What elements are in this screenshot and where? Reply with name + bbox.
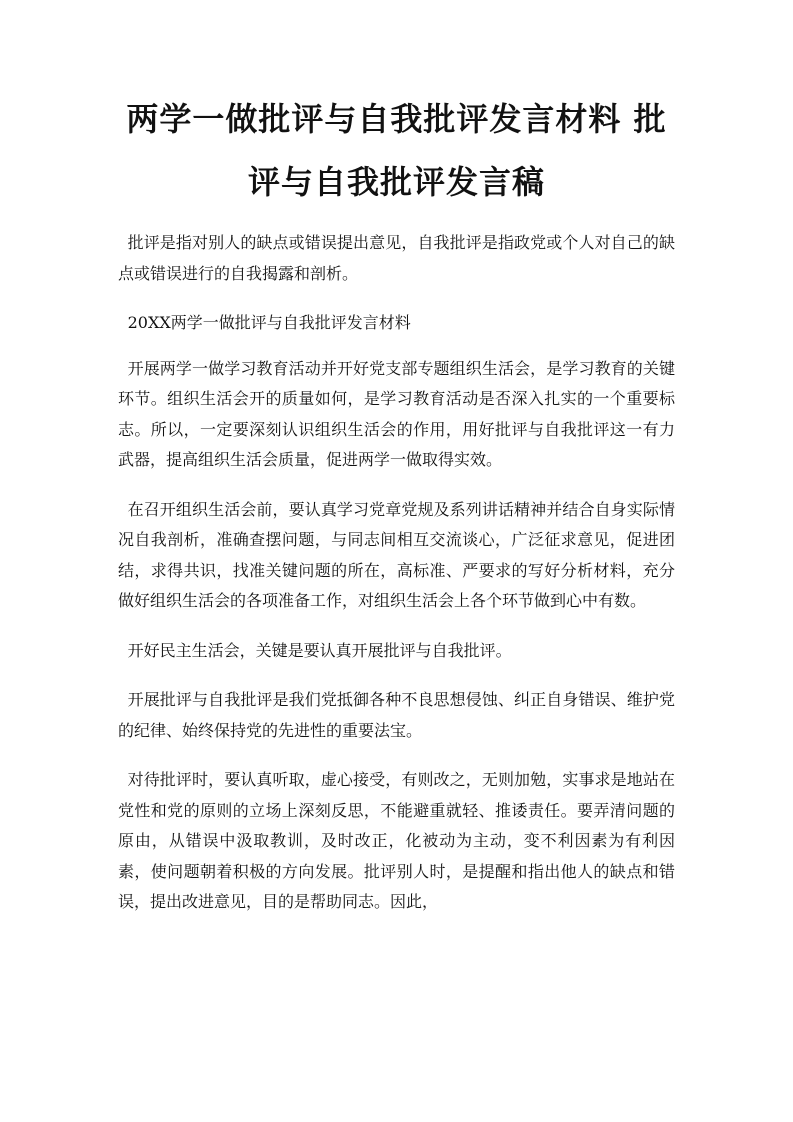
document-body	[118, 228, 675, 937]
paragraph-importance: 开展批评与自我批评是我们党抵御各种不良思想侵蚀、纠正自身错误、维护党的纪律、始终保持党的先进性的重要法宝。	[118, 690, 675, 740]
paragraph-activity: 开展两学一做学习教育活动并开好党支部专题组织生活会，是学习教育的关键环节。组织生活会开的质量如何，是学习教育活动是否深入扎实的一个重要标志。所以，一定要深刻认识组织生活会的作用，用好批评与自我批评这一有力武器，提高组织生活会质量，促进两学一做取得实效。	[118, 358, 675, 469]
document-title: 两学一做批评与自我批评发言材料 批评与自我批评发言稿	[126, 100, 667, 201]
paragraph-attitude: 对待批评时，要认真听取，虚心接受，有则改之，无则加勉，实事求是地站在党性和党的原则的立场上深刻反思，不能避重就轻、推诿责任。要弄清问题的原由，从错误中汲取教训，及时改正，化被动为主动，变不利因素为有利因素，使问题朝着积极的方向发展。批评别人时，是提醒和指出他人的缺点和错误，提出改进意见，目的是帮助同志。因此，	[118, 770, 675, 911]
paragraph-definition: 批评是指对别人的缺点或错误提出意见，自我批评是指政党或个人对自己的缺点或错误进行的自我揭露和剖析。	[118, 233, 675, 283]
paragraph-subtitle: 20XX两学一做批评与自我批评发言材料	[127, 313, 411, 332]
paragraph-preparation: 在召开组织生活会前，要认真学习党章党规及系列讲话精神并结合自身实际情况自我剖析，准确查摆问题，与同志间相互交流谈心，广泛征求意见，促进团结，求得共识，找准关键问题的所在，高标准、严要求的写好分析材料，充分做好组织生活会的各项准备工作，对组织生活会上各个环节做到心中有数。	[118, 499, 675, 610]
paragraph-key-point: 开好民主生活会，关键是要认真开展批评与自我批评。	[127, 640, 512, 660]
